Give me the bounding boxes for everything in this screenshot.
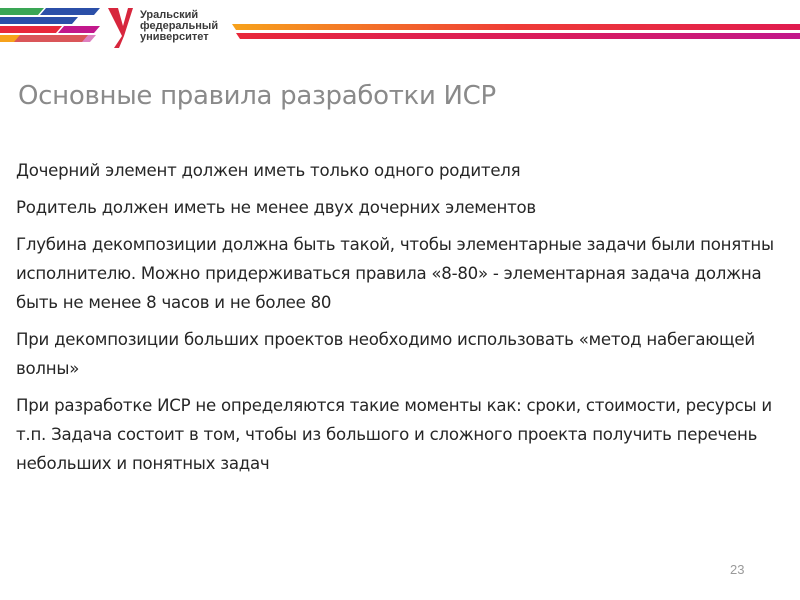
slide-title: Основные правила разработки ИСР [18,81,496,111]
rule-item: Глубина декомпозиции должна быть такой, чтобы элементарные задачи были понятны исполнителю. Можно придерживаться правила «8-80» - элементарная задача должна быть не менее 8 часов и не более 80 [16,235,774,312]
logo-line-3: университет [140,31,209,43]
rule-item: При разработке ИСР не определяются такие моменты как: сроки, стоимости, ресурсы и т.п. Задача состоит в том, чтобы из большого и сложного проекта получить перечень небольших и понятных задач [16,396,772,473]
rule-item: Родитель должен иметь не менее двух дочерних элементов [16,198,536,217]
ural-university-logo-icon [106,6,134,50]
rule-item: Дочерний элемент должен иметь только одного родителя [16,161,521,180]
university-logo [100,6,226,52]
logo-text [140,6,218,43]
logo-line-1: Уральский [140,9,199,21]
slide-content [16,156,791,486]
rule-item: При декомпозиции больших проектов необходимо использовать «метод набегающей волны» [16,330,755,378]
logo-line-2: федеральный [140,20,219,32]
page-number: 23 [730,562,745,577]
